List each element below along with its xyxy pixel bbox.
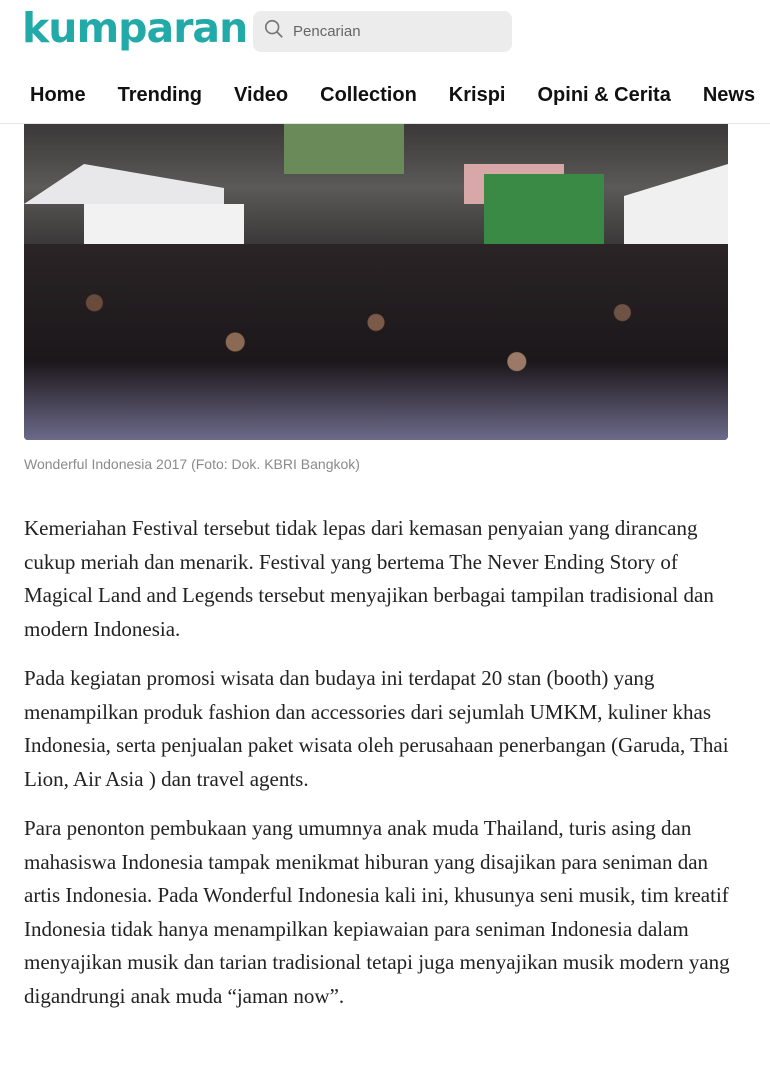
search-input[interactable] xyxy=(293,23,493,40)
paragraph: Pada kegiatan promosi wisata dan budaya ini terdapat 20 stan (booth) yang menampilkan produk fashion dan accessories dari sejumlah UMKM, kuliner khas Indonesia, serta penjualan paket wisata oleh perusahaan penerbangan (Garuda, Thai Lion, Air Asia ) dan travel agents. xyxy=(24,666,729,791)
photo-caption: Wonderful Indonesia 2017 (Foto: Dok. KBRI Bangkok) xyxy=(24,456,360,472)
search-bar[interactable] xyxy=(253,11,512,52)
nav-krispi[interactable]: Krispi xyxy=(448,84,506,106)
kumparan-logo[interactable]: kumparan xyxy=(22,4,248,52)
search-icon xyxy=(263,18,285,45)
site-header xyxy=(0,0,770,124)
paragraph: Para penonton pembukaan yang umumnya anak muda Thailand, turis asing dan mahasiswa Indonesia tampak menikmat hiburan yang disajikan para seniman dan artis Indonesia. Pada Wonderful Indonesia kali ini, khusunya seni musik, tim kreatif Indonesia tidak hanya menampilkan kepiawaian para seniman Indonesia dalam menyajikan musik dan tarian tradisional tetapi juga menyajikan musik modern yang digandrungi anak muda “jaman now”. xyxy=(24,816,730,1008)
nav-collection[interactable]: Collection xyxy=(320,84,417,106)
main-nav xyxy=(30,84,770,107)
nav-opini-cerita[interactable]: Opini & Cerita xyxy=(537,84,671,106)
article-body xyxy=(24,512,734,1029)
article-photo xyxy=(24,124,728,440)
nav-news[interactable]: News xyxy=(702,84,756,106)
nav-home[interactable]: Home xyxy=(30,84,86,106)
nav-video[interactable]: Video xyxy=(234,84,289,106)
nav-trending[interactable]: Trending xyxy=(117,84,203,106)
paragraph: Kemeriahan Festival tersebut tidak lepas dari kemasan penyaian yang dirancang cukup meriah dan menarik. Festival yang bertema The Never Ending Story of Magical Land and Legends tersebut menyajikan berbagai tampilan tradisional dan modern Indonesia. xyxy=(24,516,714,641)
